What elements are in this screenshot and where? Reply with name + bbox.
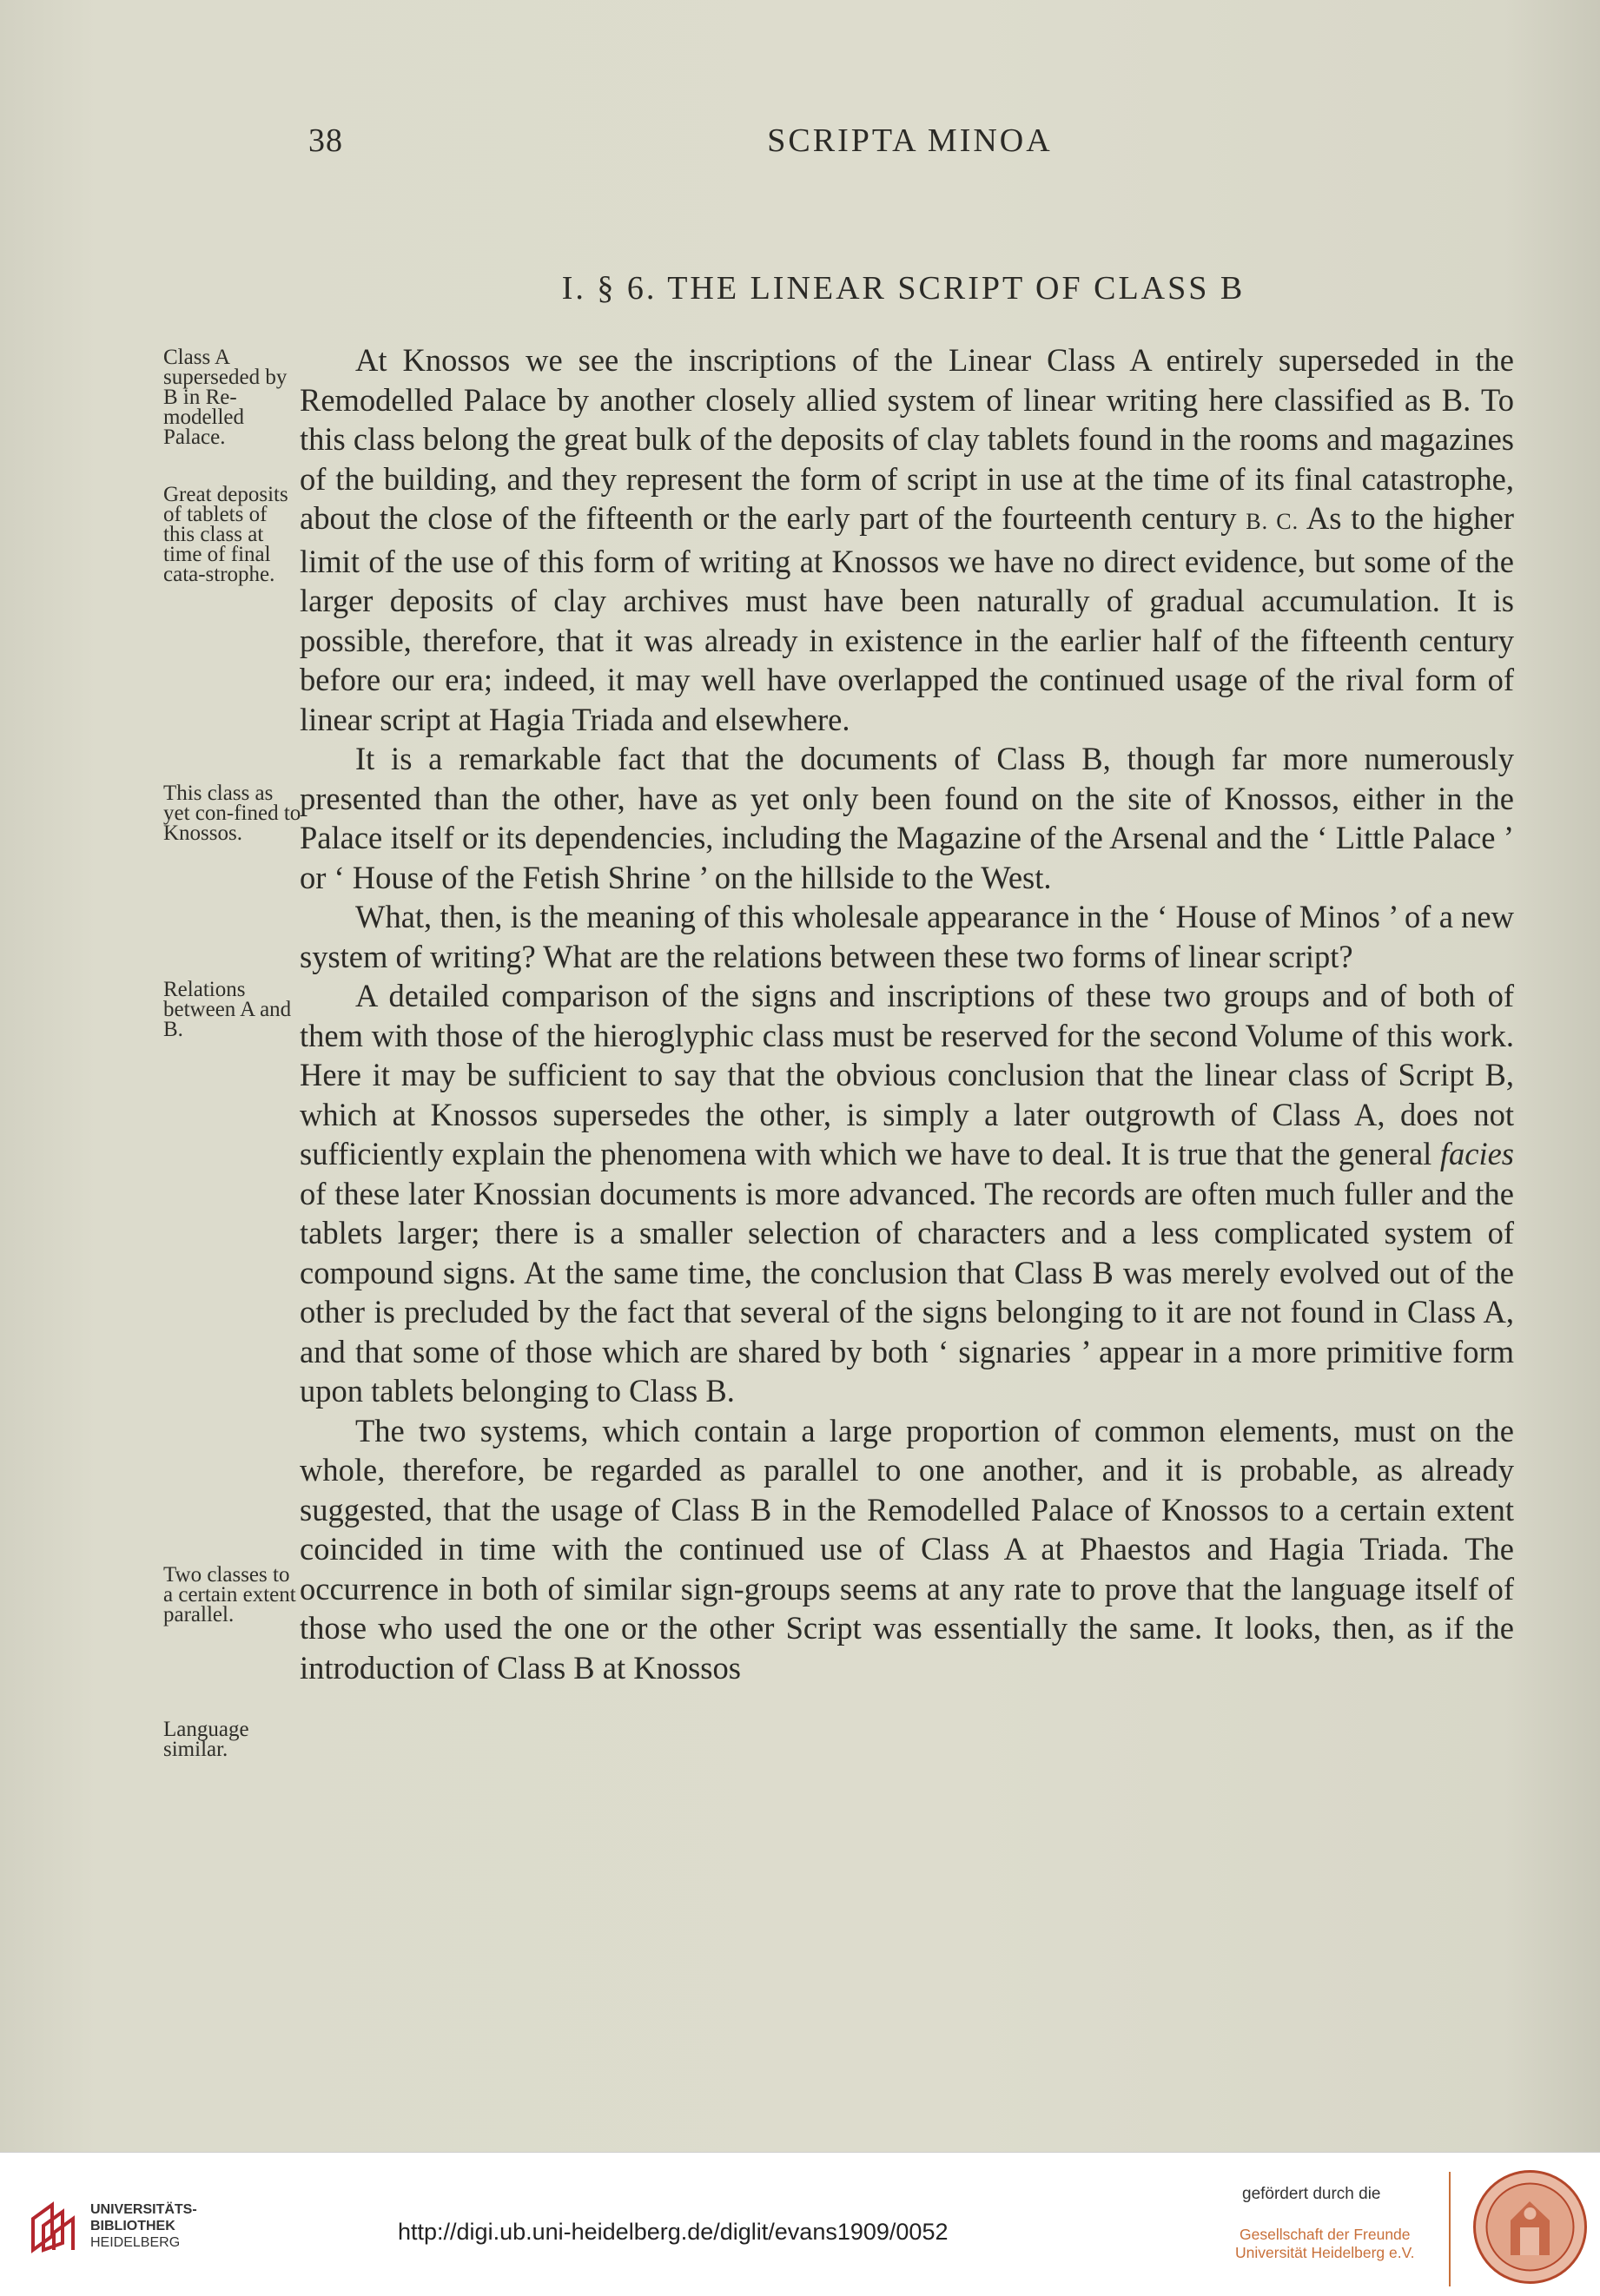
paragraph: What, then, is the meaning of this wholesale appearance in the ‘ House of Minos ’ of a new system of writing? What are the relations between these two forms of linear script? xyxy=(300,899,1514,974)
margin-note-knossos: This class as yet con-fined to Knossos. xyxy=(163,782,301,845)
sponsor-name: Gesellschaft der Freunde Universität Heidelberg e.V. xyxy=(1235,2226,1415,2261)
paragraph: It is a remarkable fact that the documents of Class B, though far more numerously presented than the other, have as yet only been found on the site of Knossos, either in the Palace itself or its dependencies, including the Magazine of the Arsenal and the ‘ Little Palace ’ or ‘ House of the Fetish Shrine ’ on the hillside to the West. xyxy=(300,741,1514,895)
paragraph: A detailed comparison of the signs and inscriptions of these two groups and of both of them with those of the hieroglyphic class must be reserved for the second Volume of this work. Here it may be sufficient to say that the obvious conclusion that the linear class of Script B, which at Knossos supersedes the other, is simply a later outgrowth of Class A, does not sufficiently explain the phenomena with which we have to deal. It is true that the general facies of these later Knossian documents is more advanced. The records are often much fuller and the tablets larger; there is a smaller selection of characters and a less complicated system of compound signs. At the same time, the conclusion that Class B was merely evolved out of the other is precluded by the fact that several of the signs belonging to it are not found in Class A, and that some of those which are shared by both ‘ signaries ’ appear in a more primitive form upon tablets belonging to Class B. xyxy=(300,978,1514,1409)
footer-divider xyxy=(1449,2172,1451,2286)
margin-note-superseded: Class A superseded by B in Re-modelled Palace. xyxy=(163,346,288,449)
university-library-name: UNIVERSITÄTS- BIBLIOTHEK HEIDELBERG xyxy=(90,2202,197,2250)
section-title: I. § 6. THE LINEAR SCRIPT OF CLASS B xyxy=(561,270,1246,307)
margin-note-relations: Relations between A and B. xyxy=(163,978,292,1041)
permalink-url[interactable]: http://digi.ub.uni-heidelberg.de/diglit/evans1909/0052 xyxy=(398,2219,949,2245)
viewer-footer xyxy=(0,2152,1600,2296)
body-text xyxy=(300,340,1514,1687)
margin-note-parallel: Two classes to a certain extent parallel. xyxy=(163,1563,296,1626)
running-title: SCRIPTA MINOA xyxy=(767,122,1053,159)
paragraph: At Knossos we see the inscriptions of the Linear Class A entirely superseded in the Remodelled Palace by another closely allied system of linear writing here classified as B. To this class belong the great bulk of the deposits of clay tablets found in the rooms and magazines of the building, and they represent the form of script in use at the time of its final catastrophe, about the close of the fifteenth or the early part of the fourteenth century B. C. As to the higher limit of the use of this form of writing at Knossos we have no direct evidence, but some of the larger deposits of clay archives must have been naturally of gradual accumulation. It is possible, therefore, that it was already in existence in the earlier half of the fifteenth century before our era; indeed, it may well have overlapped the continued usage of the rival form of linear script at Hagia Triada and elsewhere. xyxy=(300,342,1515,737)
funded-by-label: gefördert durch die xyxy=(1242,2185,1381,2203)
small-caps-bc: B. C. xyxy=(1246,509,1299,534)
page-header xyxy=(308,122,1511,174)
university-seal-icon xyxy=(1471,2168,1589,2286)
italic-term: facies xyxy=(1439,1136,1514,1171)
paragraph: The two systems, which contain a large proportion of common elements, must on the whole, therefore, be regarded as parallel to one another, and it is probable, as already suggested, that the usage of Class B in the Remodelled Palace of Knossos to a certain extent coincided in time with the continued use of Class A at Phaestos and Hagia Triada. The occurrence in both of similar sign-groups seems at any rate to prove that the language itself of those who used the one or the other Script was essentially the same. It looks, then, as if the introduction of Class B at Knossos xyxy=(300,1412,1514,1686)
university-library-logo-icon xyxy=(26,2198,85,2257)
margin-note-great-deposits: Great deposits of tablets of this class at time of final cata-strophe. xyxy=(163,483,288,586)
page-number: 38 xyxy=(308,122,343,159)
margin-note-language: Language similar. xyxy=(163,1718,249,1761)
